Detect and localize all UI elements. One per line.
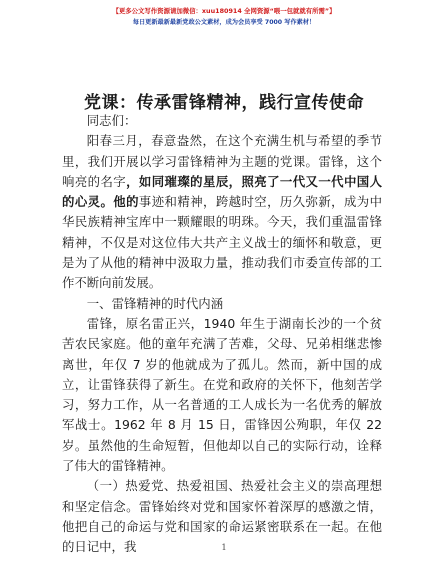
promo-banner-line-1: 【更多公文写作资源请加微信：xuu180914 全网资源“喂一包就就有所需”】	[112, 7, 336, 15]
ideals-paragraph: （一）热爱党、热爱祖国、热爱社会主义的崇高理想和坚定信念。雷锋始终对党和国家怀着深厚的感激之情，他把自己的命运与党和国家的命运紧密联系在一起。在他的日记中，我	[62, 478, 382, 555]
promo-banner-line-2: 每日更新最新最新党政公文素材，成为会员享受 7000 写作素材！	[132, 19, 316, 26]
section-heading: 一、雷锋精神的时代内涵	[86, 295, 224, 311]
intro-paragraph: 阳春三月，春意盎然，在这个充满生机与希望的季节里，我们开展以学习雷锋精神为主题的党课。雷锋，这个响亮的名字，如同璀璨的星辰，照亮了一代又一代中国人的心灵。他的事迹和精神，跨越时空，历久弥新，成为中华民族精神宝库中一颗耀眼的明珠。今天，我们重温雷锋精神，不仅是对这位伟大共产主义战士的缅怀和敬意，更是为了从他的精神中汲取力量，推动我们市委宣传部的工作不断向前发展。	[62, 133, 383, 291]
document-title: 党课：传承雷锋精神，践行宣传使命	[84, 93, 364, 113]
document-body	[62, 111, 382, 558]
salutation: 同志们：	[86, 113, 137, 128]
biography-paragraph: 雷锋，原名雷正兴，1940 年生于湖南长沙的一个贫苦农民家庭。他的童年充满了苦难，父母、兄弟相继悲惨离世，年仅 7 岁的他就成为了孤儿。然而，新中国的成立，让雷锋获得了新生。在党和政府的关怀下，他刻苦学习，努力工作，从一名普通的工人成长为一名优秀的解放军战士。1962 年 8 月 15 日，雷锋因公殉职，年仅 22 岁。虽然他的生命短暂，但他却以自己的实际行动，诠释了伟大的雷锋精神。	[62, 315, 382, 474]
page-number: 1	[221, 543, 227, 552]
